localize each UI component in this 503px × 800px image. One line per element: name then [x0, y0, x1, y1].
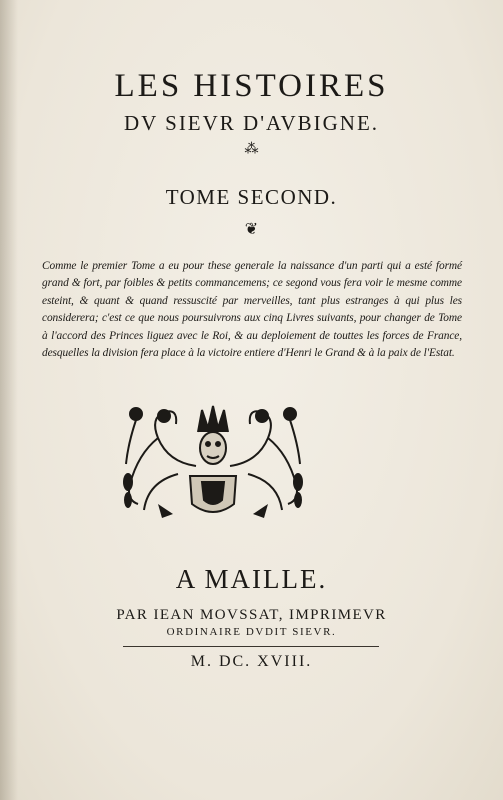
imprint-printer: PAR IEAN MOVSSAT, IMPRIMEVR	[116, 607, 387, 623]
fleuron-ornament-icon: ⁂	[244, 142, 259, 157]
floral-ornament-icon: ❦	[244, 221, 259, 238]
title-line-2: DV SIEVR D'AVBIGNE.	[123, 111, 380, 135]
imprint-printer-title: ORDINAIRE DVDIT SIEVR.	[166, 626, 337, 638]
volume-heading: TOME SECOND.	[165, 185, 338, 209]
volume-argument: Comme le premier Tome a eu pour these generale la naissance d'un parti qui a esté formé grand & fort, par foibles & petits commancemens; ce segond vous fera voir le mesme comme esteint, & quant & quand ressuscité par merveilles, tant plus estranges à qui plus les considerera; c'est ce que nous poursuivrons aux cinq Livres suivants, pour changer de Tome à l'accord des Princes liguez avec le Roi, & au deploiement de touttes les forces de France, desquelles la division fera place à la victoire entiere d'Henri le Grand & à la paix de l'Estat.	[42, 260, 462, 360]
imprint-place: A MAILLE.	[175, 564, 328, 594]
imprint-rule	[123, 646, 379, 647]
imprint-date: M. DC. XVIII.	[190, 653, 313, 670]
title-line-1: LES HISTOIRES	[114, 68, 389, 104]
printers-device-ornament-icon	[118, 404, 308, 522]
